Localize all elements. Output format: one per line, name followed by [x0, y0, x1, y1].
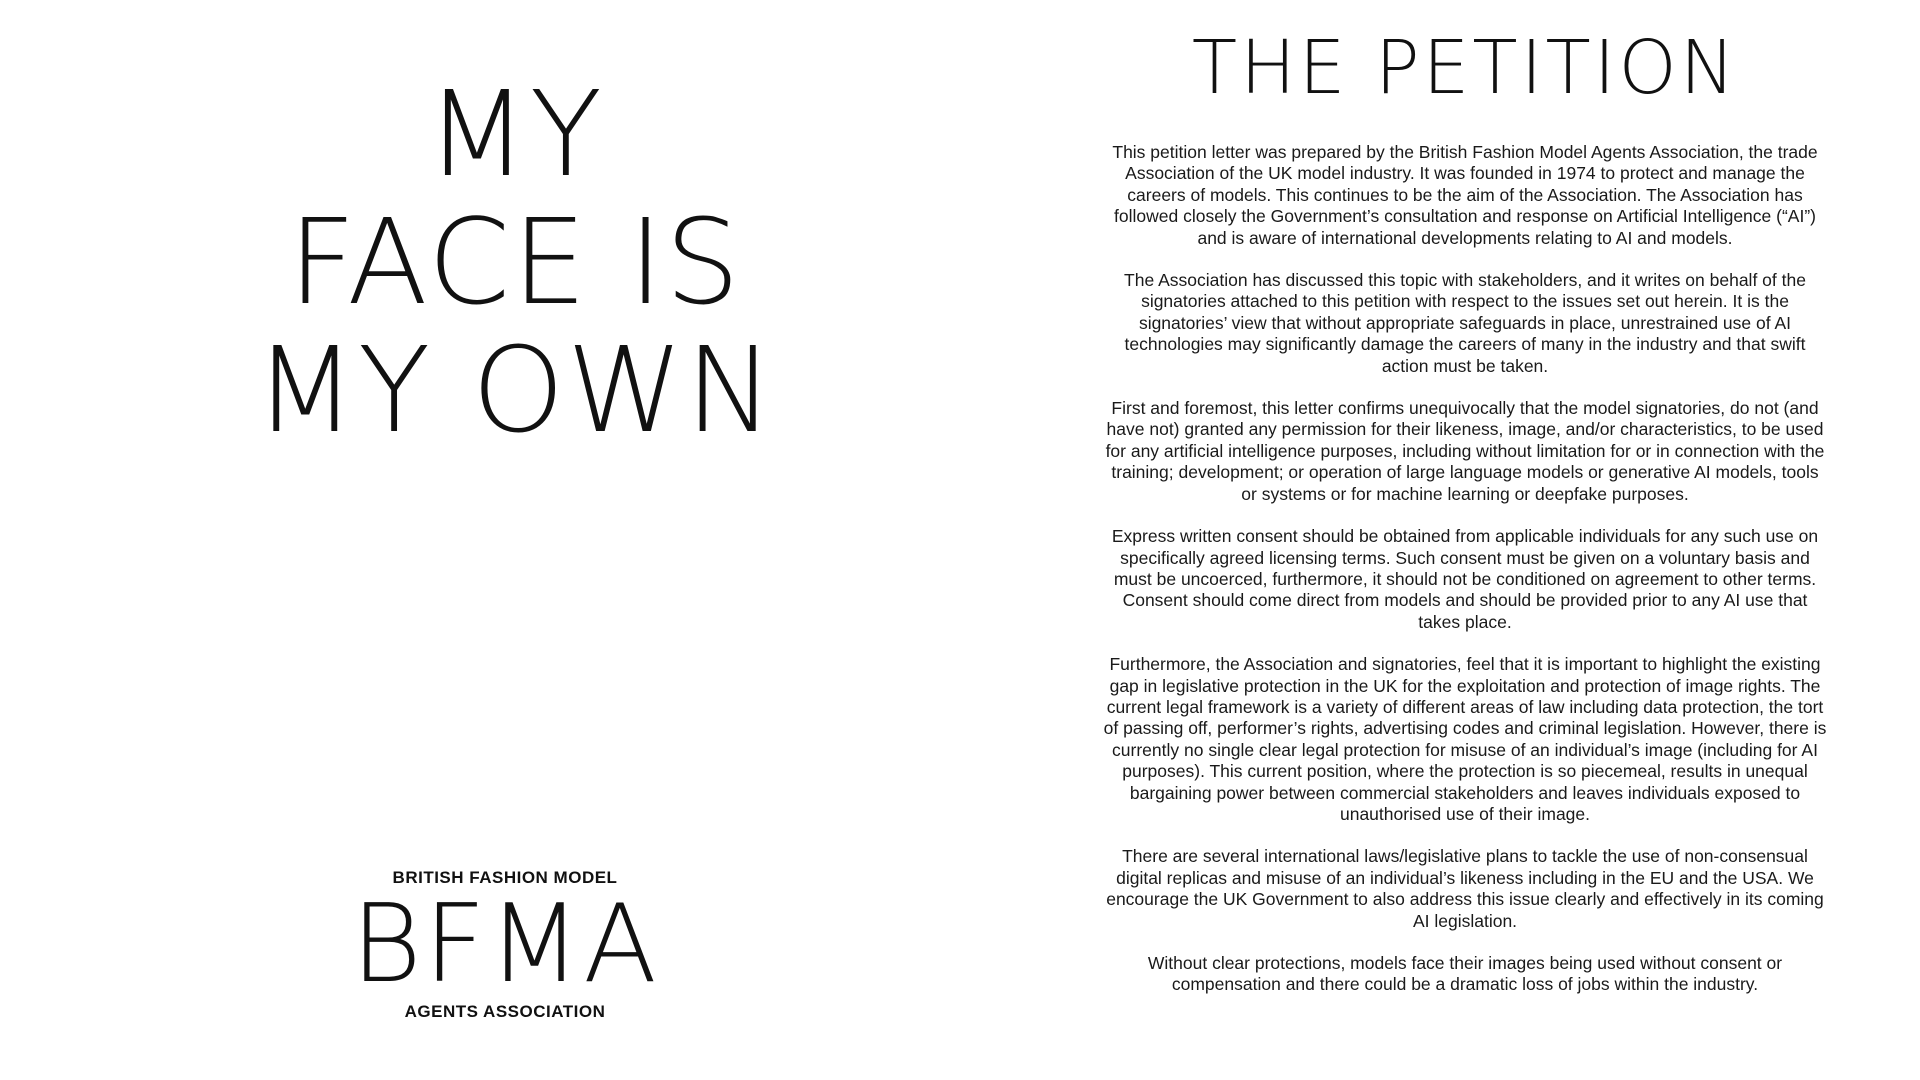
petition-paragraph: The Association has discussed this topic with stakeholders, and it writes on behalf of the signatories attached to this petition with respect to the issues set out herein. It is the signatories’ view that without appropriate safeguards in place, unrestrained use of AI technologies may significantly damage the careers of many in the industry and that swift action must be taken.	[1124, 270, 1806, 376]
petition-paragraph: Without clear protections, models face their images being used without consent or compensation and there could be a dramatic loss of jobs within the industry.	[1147, 953, 1783, 995]
petition-paragraph: Furthermore, the Association and signatories, feel that it is important to highlight the existing gap in legislative protection in the UK for the exploitation and protection of image rights. The current legal framework is a variety of different areas of law including data protection, the tort of passing off, performer’s rights, advertising codes and criminal legislation. However, there is currently no single clear legal protection for misuse of an individual’s image (including for AI purposes). This current position, where the protection is so piecemeal, results in unequal bargaining power between commercial stakeholders and leaves individuals exposed to unauthorised use of their image.	[1103, 654, 1827, 824]
petition-page	[1090, 0, 1840, 1080]
logo-mark: BFMA	[351, 882, 659, 1007]
logo-bottom-text: AGENTS ASSOCIATION	[404, 1002, 606, 1021]
petition-paragraph: There are several international laws/legislative plans to tackle the use of non-consensual digital replicas and misuse of an individual’s likeness including in the EU and the USA. We encourage the UK Government to also address this issue clearly and effectively in its coming AI legislation.	[1106, 846, 1824, 931]
petition-paragraph: First and foremost, this letter confirms unequivocally that the model signatories, do not (and have not) granted any permission for their likeness, image, and/or characteristics, to be used for any artificial intelligence purposes, including without limitation for or in connection with the training; development; or operation of large language models or generative AI models, tools or systems or for machine learning or deepfake purposes.	[1105, 398, 1825, 504]
headline-line-2: FACE IS	[288, 193, 742, 331]
petition-title: THE PETITION	[1191, 25, 1739, 111]
petition-paragraph: Express written consent should be obtained from applicable individuals for any such use on specifically agreed licensing terms. Such consent must be given on a voluntary basis and must be uncoerced, furthermore, it should not be conditioned on agreement to other terms. Consent should come direct from models and should be provided prior to any AI use that takes place.	[1111, 526, 1819, 632]
petition-body	[1090, 142, 1840, 996]
bfma-logo	[0, 868, 1010, 1022]
petition-paragraph: This petition letter was prepared by the British Fashion Model Agents Association, the trade Association of the UK model industry. It was founded in 1974 to protect and manage the careers of models. This continues to be the aim of the Association. The Association has followed closely the Government’s consultation and response on Artificial Intelligence (“AI”) and is aware of international developments relating to AI and models.	[1112, 142, 1818, 248]
headline-line-3: MY OWN	[254, 321, 776, 459]
logo-top-text: BRITISH FASHION MODEL	[392, 868, 618, 887]
cover-headline	[0, 65, 1030, 459]
headline-line-1: MY	[426, 65, 604, 203]
